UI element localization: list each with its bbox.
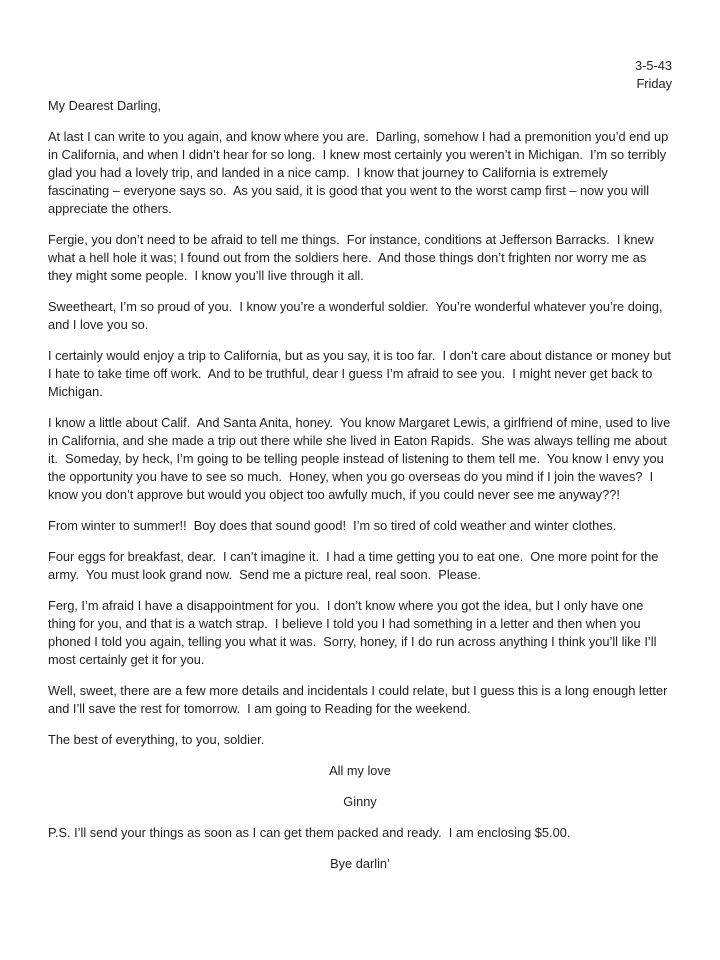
paragraph-2: Fergie, you don’t need to be afraid to tell me things. For instance, conditions at Jefferson Barracks. I knew what a hell hole it was; I found out from the soldiers here. And those things don’t frighten nor worry me as they might some people. I know you’ll live through it all.	[48, 232, 658, 283]
paragraph-10: The best of everything, to you, soldier.	[48, 732, 265, 747]
paragraph-6: From winter to summer!! Boy does that sound good! I’m so tired of cold weather and winter clothes.	[48, 518, 617, 533]
date-block	[48, 57, 672, 93]
paragraph-4: I certainly would enjoy a trip to California, but as you say, it is too far. I don’t care about distance or money but I hate to take time off work. And to be truthful, dear I guess I’m afraid to see you. I might never get back to Michigan.	[48, 348, 675, 399]
valediction: All my love	[329, 763, 391, 778]
paragraph-1: At last I can write to you again, and know where you are. Darling, somehow I had a premonition you’d end up in California, and when I didn’t hear for so long. I knew most certainly you weren’t in Michigan. I’m so terribly glad you had a lovely trip, and landed in a nice camp. I know that journey to California is extremely fascinating – everyone says so. As you said, it is good that you went to the worst camp first – now you will appreciate the others.	[48, 129, 672, 216]
letter-day: Friday	[636, 76, 672, 91]
paragraph-8: Ferg, I’m afraid I have a disappointment for you. I don’t know where you got the idea, but I only have one thing for you, and that is a watch strap. I believe I told you I had something in a letter and then when you phoned I told you again, telling you what it was. Sorry, honey, if I do run across anything I think you’ll like I’ll most certainly get it for you.	[48, 598, 660, 667]
paragraph-5: I know a little about Calif. And Santa Anita, honey. You know Margaret Lewis, a girlfriend of mine, used to live in California, and she made a trip out there while she lived in Eaton Rapids. She was always telling me about it. Someday, by heck, I’m going to be telling people instead of listening to them tell me. You know I envy you the opportunity you have to see so much. Honey, when you go overseas do you mind if I join the waves? I know you don’t approve but would you object too awfully much, if you could never see me anyway??!	[48, 415, 674, 502]
signature: Ginny	[343, 794, 377, 809]
paragraph-3: Sweetheart, I’m so proud of you. I know you’re a wonderful soldier. You’re wonderful whatever you’re doing, and I love you so.	[48, 299, 667, 332]
salutation: My Dearest Darling,	[48, 98, 162, 113]
postscript: P.S. I’ll send your things as soon as I can get them packed and ready. I am enclosing $5.00.	[48, 825, 571, 840]
letter-date: 3-5-43	[635, 58, 672, 73]
farewell: Bye darlin’	[330, 856, 390, 871]
paragraph-9: Well, sweet, there are a few more details and incidentals I could relate, but I guess this is a long enough letter and I’ll save the rest for tomorrow. I am going to Reading for the weekend.	[48, 683, 671, 716]
paragraph-7: Four eggs for breakfast, dear. I can’t imagine it. I had a time getting you to eat one. One more point for the army. You must look grand now. Send me a picture real, real soon. Please.	[48, 549, 662, 582]
